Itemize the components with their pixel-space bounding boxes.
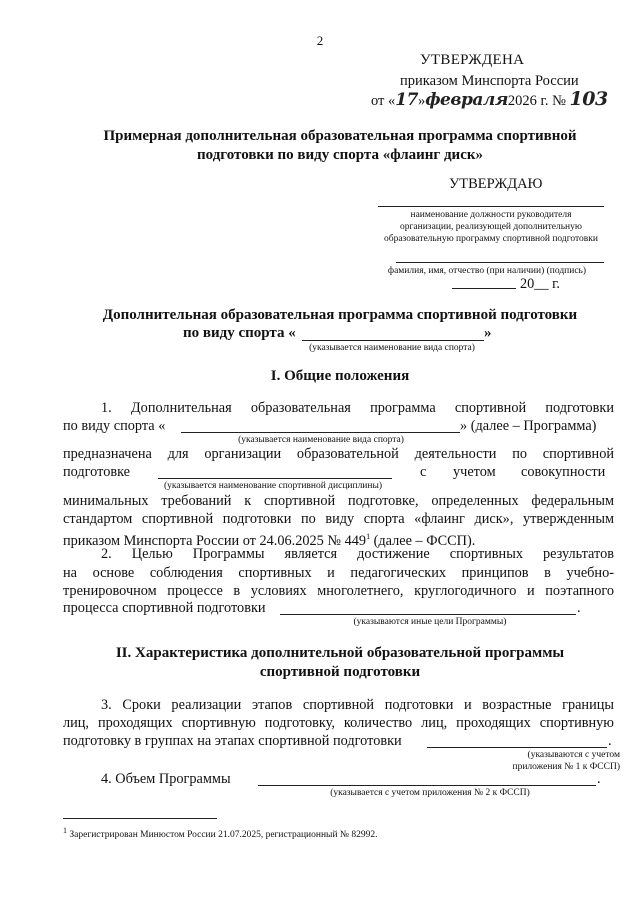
p1-line2-suffix: » (далее – Программа) — [460, 418, 597, 434]
position-line — [378, 206, 604, 207]
footnote-ref: 1 — [366, 532, 371, 541]
p3-line2: лиц, проходящих спортивную подготовку, количество лиц, проходящих спортивную — [63, 715, 614, 731]
order-quote: » — [417, 93, 426, 109]
approval-year: 20__ г. — [520, 276, 560, 292]
position-caption-l1: наименование должности руководителя — [410, 210, 572, 220]
p1-line3: предназначена для организации образовательной деятельности по спортивной — [63, 446, 614, 462]
date-line — [452, 288, 516, 289]
p3-line3-suffix: . — [608, 733, 612, 749]
p1-sport-line — [181, 432, 460, 433]
p4-prefix: 4. Объем Программы — [101, 771, 231, 787]
p1-rest — [63, 492, 614, 550]
order-date-line — [371, 88, 608, 110]
p1-line4-word1: подготовке — [63, 464, 131, 480]
p3-groups-line — [427, 747, 607, 748]
p3-line3-prefix: подготовку в группах на этапах спортивной подготовки — [63, 733, 402, 749]
program-title — [60, 306, 620, 325]
document-title-line1: Примерная дополнительная образовательная программа спортивной — [103, 128, 577, 144]
p2-line1: 2. Целью Программы является достижение спортивных результатов — [101, 546, 614, 562]
p3-caption — [440, 749, 620, 773]
position-caption-l2: организации, реализующей дополнительную — [400, 222, 582, 232]
program-title-line1: Дополнительная образовательная программа спортивной подготовки — [102, 307, 578, 323]
p3-caption-l1: (указываются с учетом — [527, 750, 620, 760]
document-title — [60, 127, 620, 165]
footnote-separator — [63, 818, 217, 819]
p1-rest-l1: минимальных требований к спортивной подготовке, определенных федеральным — [63, 493, 614, 509]
p2-body — [63, 564, 614, 600]
section-2-heading-l2: спортивной подготовки — [259, 664, 421, 680]
section-2-heading — [40, 644, 640, 682]
program-sport-caption: (указывается наименование вида спорта) — [309, 343, 475, 353]
p4-volume-line — [258, 785, 596, 786]
p1-rest-l3-b: (далее – ФССП). — [370, 532, 476, 549]
p2-goals-caption: (указываются иные цели Программы) — [353, 617, 507, 627]
program-sport-line — [302, 340, 484, 341]
signature-line — [396, 262, 604, 263]
order-year: 2026 г. № — [507, 93, 566, 109]
p2-goals-line — [280, 614, 576, 615]
p4-caption: (указывается с учетом приложения № 2 к ФССП) — [330, 788, 530, 798]
handwritten-month: февраля — [425, 90, 508, 110]
handwritten-order-number: 103 — [569, 88, 608, 110]
footnote-text: Зарегистрирован Минюстом России 21.07.2025, регистрационный № 82992. — [69, 830, 378, 841]
footnote-mark: 1 — [63, 826, 67, 835]
order-prefix: от « — [371, 93, 396, 109]
page-number: 2 — [316, 33, 324, 48]
p1-line2-prefix: по виду спорта « — [63, 418, 166, 434]
position-caption-l3: образовательную программу спортивной подготовки — [383, 234, 598, 244]
p1-line1: 1. Дополнительная образовательная программа спортивной подготовки — [101, 400, 614, 416]
p1-line4-word3: учетом — [453, 464, 496, 480]
order-line: приказом Минспорта России — [400, 73, 579, 89]
signature-caption: фамилия, имя, отчество (при наличии) (подпись) — [387, 266, 587, 276]
program-title-prefix: по виду спорта « — [183, 325, 296, 341]
approved-label: УТВЕРЖДЕНА — [420, 52, 525, 68]
p1-rest-l2: стандартом спортивной подготовки по виду спорта «флаинг диск», утвержденным — [63, 511, 614, 527]
approve-label: УТВЕРЖДАЮ — [449, 176, 543, 192]
p1-line4-word2: с — [420, 464, 427, 480]
p2-line3: тренировочном процессе в условиях многолетнего, круглогодичного и поэтапного — [63, 583, 614, 599]
p1-rest-l3-a: приказом Минспорта России от 24.06.2025 № 449 — [63, 532, 367, 549]
p1-discipline-caption: (указывается наименование спортивной дисциплины) — [163, 481, 383, 491]
p2-line4-prefix: процесса спортивной подготовки — [63, 600, 266, 616]
p1-line4-word4: совокупности — [521, 464, 606, 480]
p3-caption-l2: приложения № 1 к ФССП) — [512, 762, 620, 772]
p3-line1: 3. Сроки реализации этапов спортивной подготовки и возрастные границы — [101, 697, 614, 713]
handwritten-day: 17 — [395, 90, 418, 110]
document-title-line2: подготовки по виду спорта «флаинг диск» — [197, 147, 483, 163]
p4-suffix: . — [597, 771, 601, 787]
p2-line2: на основе соблюдения спортивных и педагогических принципов в учебно- — [63, 565, 614, 581]
section-1-heading: I. Общие положения — [270, 368, 410, 384]
p1-discipline-line — [158, 478, 392, 479]
section-2-heading-l1: II. Характеристика дополнительной образовательной программы — [115, 645, 565, 661]
footnote — [63, 826, 377, 840]
p2-line4-suffix: . — [577, 600, 581, 616]
position-caption — [378, 209, 604, 245]
program-title-suffix: » — [484, 325, 492, 341]
p1-sport-caption: (указывается наименование вида спорта) — [238, 435, 404, 445]
